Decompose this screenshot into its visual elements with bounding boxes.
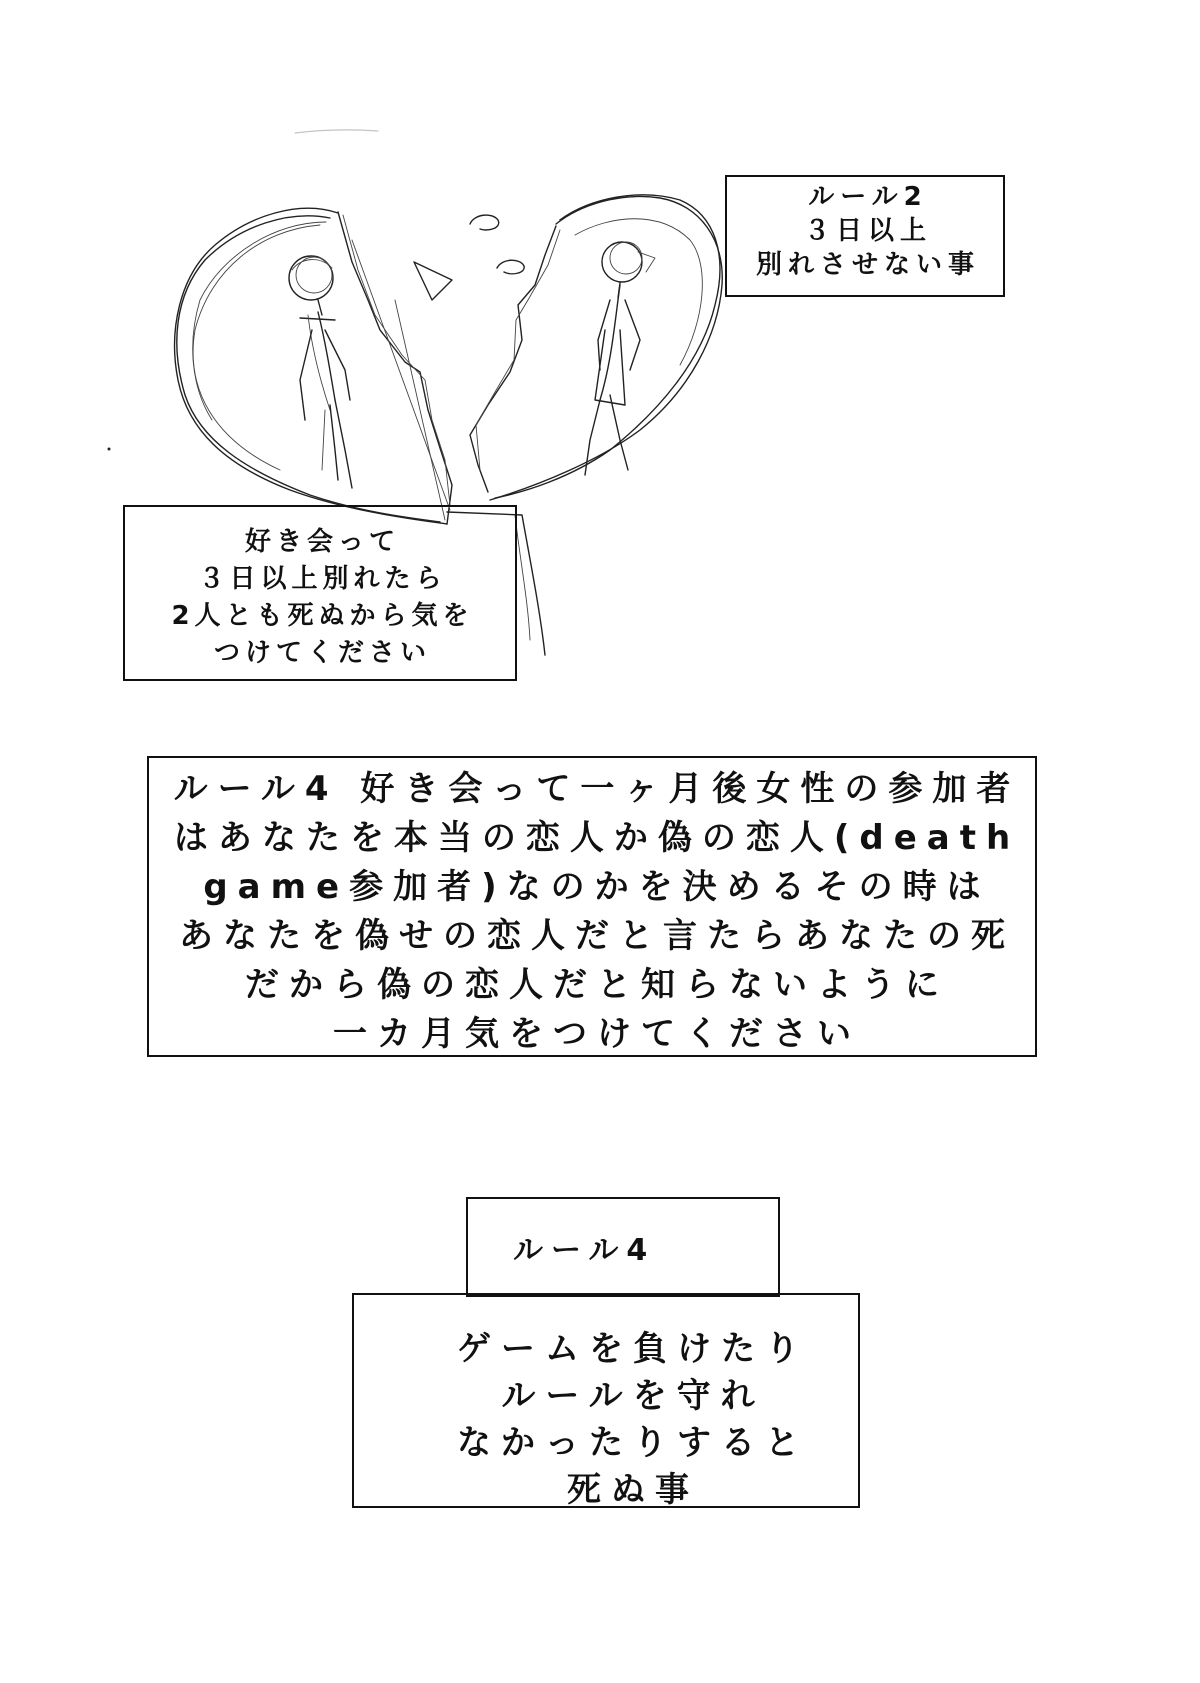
heart-right-half <box>470 195 722 500</box>
warning-line-2: ３日以上別れたら <box>198 564 447 594</box>
warning-caption-box <box>123 505 517 681</box>
rule4-main-line-5: だから偽の恋人だと知らないように <box>245 965 949 1005</box>
warning-line-1: 好き会って <box>244 527 400 557</box>
rule4-detail-line-4: 死ぬ事 <box>567 1470 699 1510</box>
stray-dot <box>108 448 110 450</box>
rule4-detail-line-2: ルールを守れ <box>501 1376 765 1416</box>
rule4-main-line-1: ルール4 好き会って一ヶ月後女性の参加者 <box>173 769 1021 809</box>
rule4-main-line-3: game参加者)なのかを決めるその時は <box>203 867 991 907</box>
rule4-detail-box <box>352 1293 860 1508</box>
rule4-main-line-2: はあなたを本当の恋人か偽の恋人(death <box>173 818 1021 858</box>
rule4-main-line-6: 一カ月気をつけてください <box>333 1014 861 1054</box>
rule4-main-caption-box <box>147 756 1037 1057</box>
rule4-title: ルール4 <box>513 1233 656 1268</box>
warning-line-3: 2人とも死ぬから気を <box>171 601 474 631</box>
rule2-line-3: 別れさせない事 <box>755 250 980 280</box>
rule4-main-line-4: あなたを偽せの恋人だと言たらあなたの死 <box>179 916 1015 956</box>
warning-line-4: つけてください <box>213 638 431 668</box>
breath-swirls <box>470 215 524 274</box>
rule2-line-2: ３日以上 <box>803 216 932 246</box>
heart-left-half <box>175 208 452 524</box>
rule4-detail-line-1: ゲームを負けたり <box>457 1329 809 1369</box>
stray-pencil-line <box>295 130 378 133</box>
rule4-detail-line-3: なかったりすると <box>457 1423 809 1463</box>
rule4-title-box <box>466 1197 780 1297</box>
rule2-title: ルール2 <box>808 182 928 212</box>
left-figure <box>289 256 352 488</box>
right-figure <box>585 242 655 475</box>
rule2-caption-box <box>725 175 1005 297</box>
